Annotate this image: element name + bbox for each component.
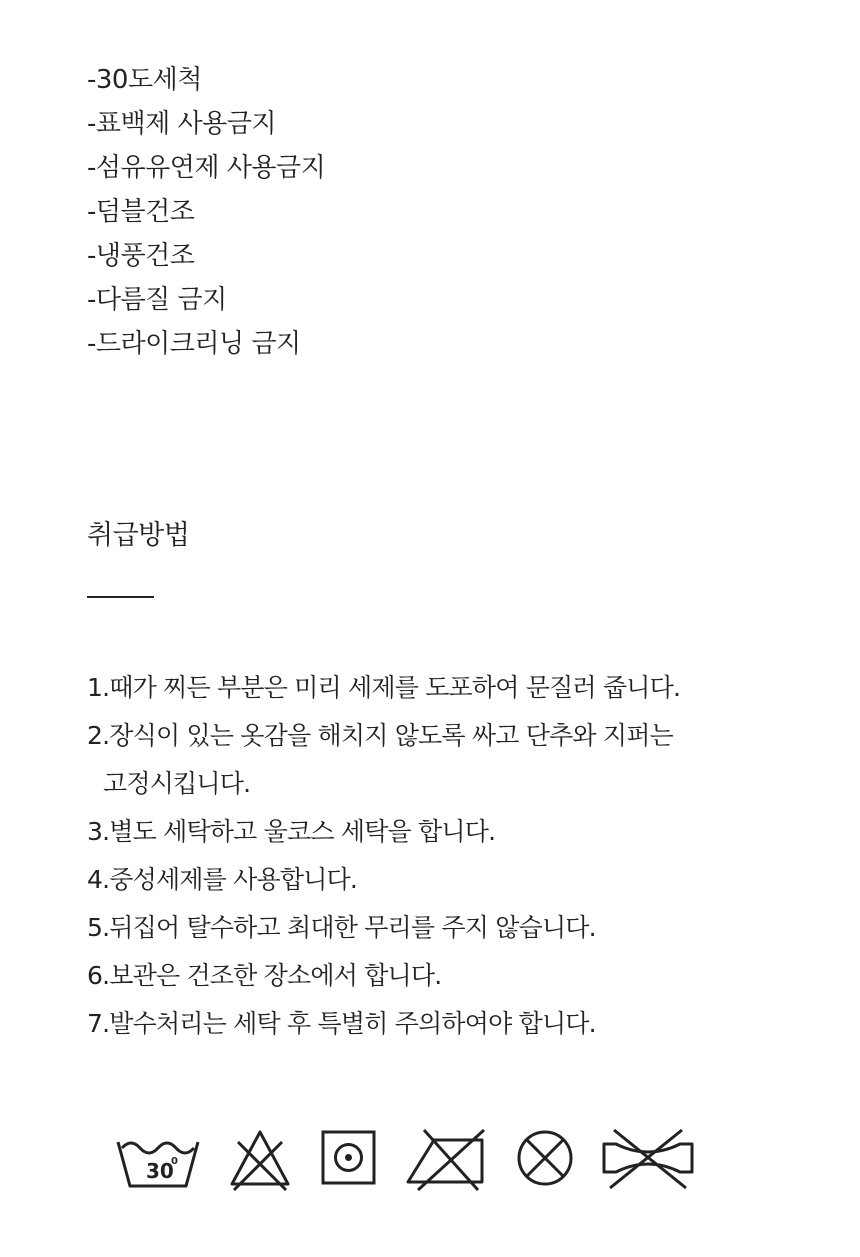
method-item-5 bbox=[87, 904, 787, 952]
method-item-3 bbox=[87, 808, 787, 856]
no-dry-clean-icon bbox=[514, 1126, 576, 1188]
care-item-cool-dry: -냉풍건조 bbox=[87, 241, 195, 271]
wash-30-icon bbox=[112, 1126, 204, 1192]
care-item-tumble-dry: -덤블건조 bbox=[87, 197, 195, 227]
method-item-text: 1.때가 찌든 부분은 미리 세제를 도포하여 문질러 줍니다. bbox=[87, 673, 681, 702]
wash-temperature-unit: 0 bbox=[171, 1156, 178, 1167]
title-underline bbox=[87, 596, 154, 598]
section-title: 취급방법 bbox=[87, 520, 190, 551]
method-item-text: 5.뒤집어 탈수하고 최대한 무리를 주지 않습니다. bbox=[87, 913, 596, 942]
method-item-text: 7.발수처리는 세탁 후 특별히 주의하여야 합니다. bbox=[87, 1009, 596, 1038]
no-wring-icon bbox=[598, 1126, 698, 1192]
handling-method-list bbox=[87, 664, 787, 1048]
no-bleach-icon bbox=[226, 1126, 294, 1192]
method-item-7 bbox=[87, 1000, 787, 1048]
wash-temperature: 30 bbox=[146, 1159, 174, 1183]
care-item-no-dry-clean: -드라이크리닝 금지 bbox=[87, 329, 301, 359]
care-instructions-list bbox=[87, 58, 325, 366]
method-item-4 bbox=[87, 856, 787, 904]
method-item-continuation: 고정시킵니다. bbox=[103, 769, 251, 798]
method-item-text: 6.보관은 건조한 장소에서 합니다. bbox=[87, 961, 442, 990]
care-item-no-bleach: -표백제 사용금지 bbox=[87, 109, 276, 139]
tumble-dry-icon bbox=[320, 1126, 378, 1188]
care-symbols-row bbox=[112, 1126, 712, 1196]
care-item-no-ironing: -다름질 금지 bbox=[87, 285, 227, 315]
care-item-wash-30: -30도세척 bbox=[87, 65, 202, 95]
method-item-text: 4.중성세제를 사용합니다. bbox=[87, 865, 358, 894]
method-item-1 bbox=[87, 664, 787, 712]
method-item-6 bbox=[87, 952, 787, 1000]
method-item-text: 2.장식이 있는 옷감을 해치지 않도록 싸고 단추와 지퍼는 bbox=[87, 721, 673, 750]
method-item-text: 3.별도 세탁하고 울코스 세탁을 합니다. bbox=[87, 817, 496, 846]
method-item-2 bbox=[87, 712, 787, 808]
no-dry-icon bbox=[404, 1126, 490, 1192]
care-item-no-softener: -섬유유연제 사용금지 bbox=[87, 153, 326, 183]
